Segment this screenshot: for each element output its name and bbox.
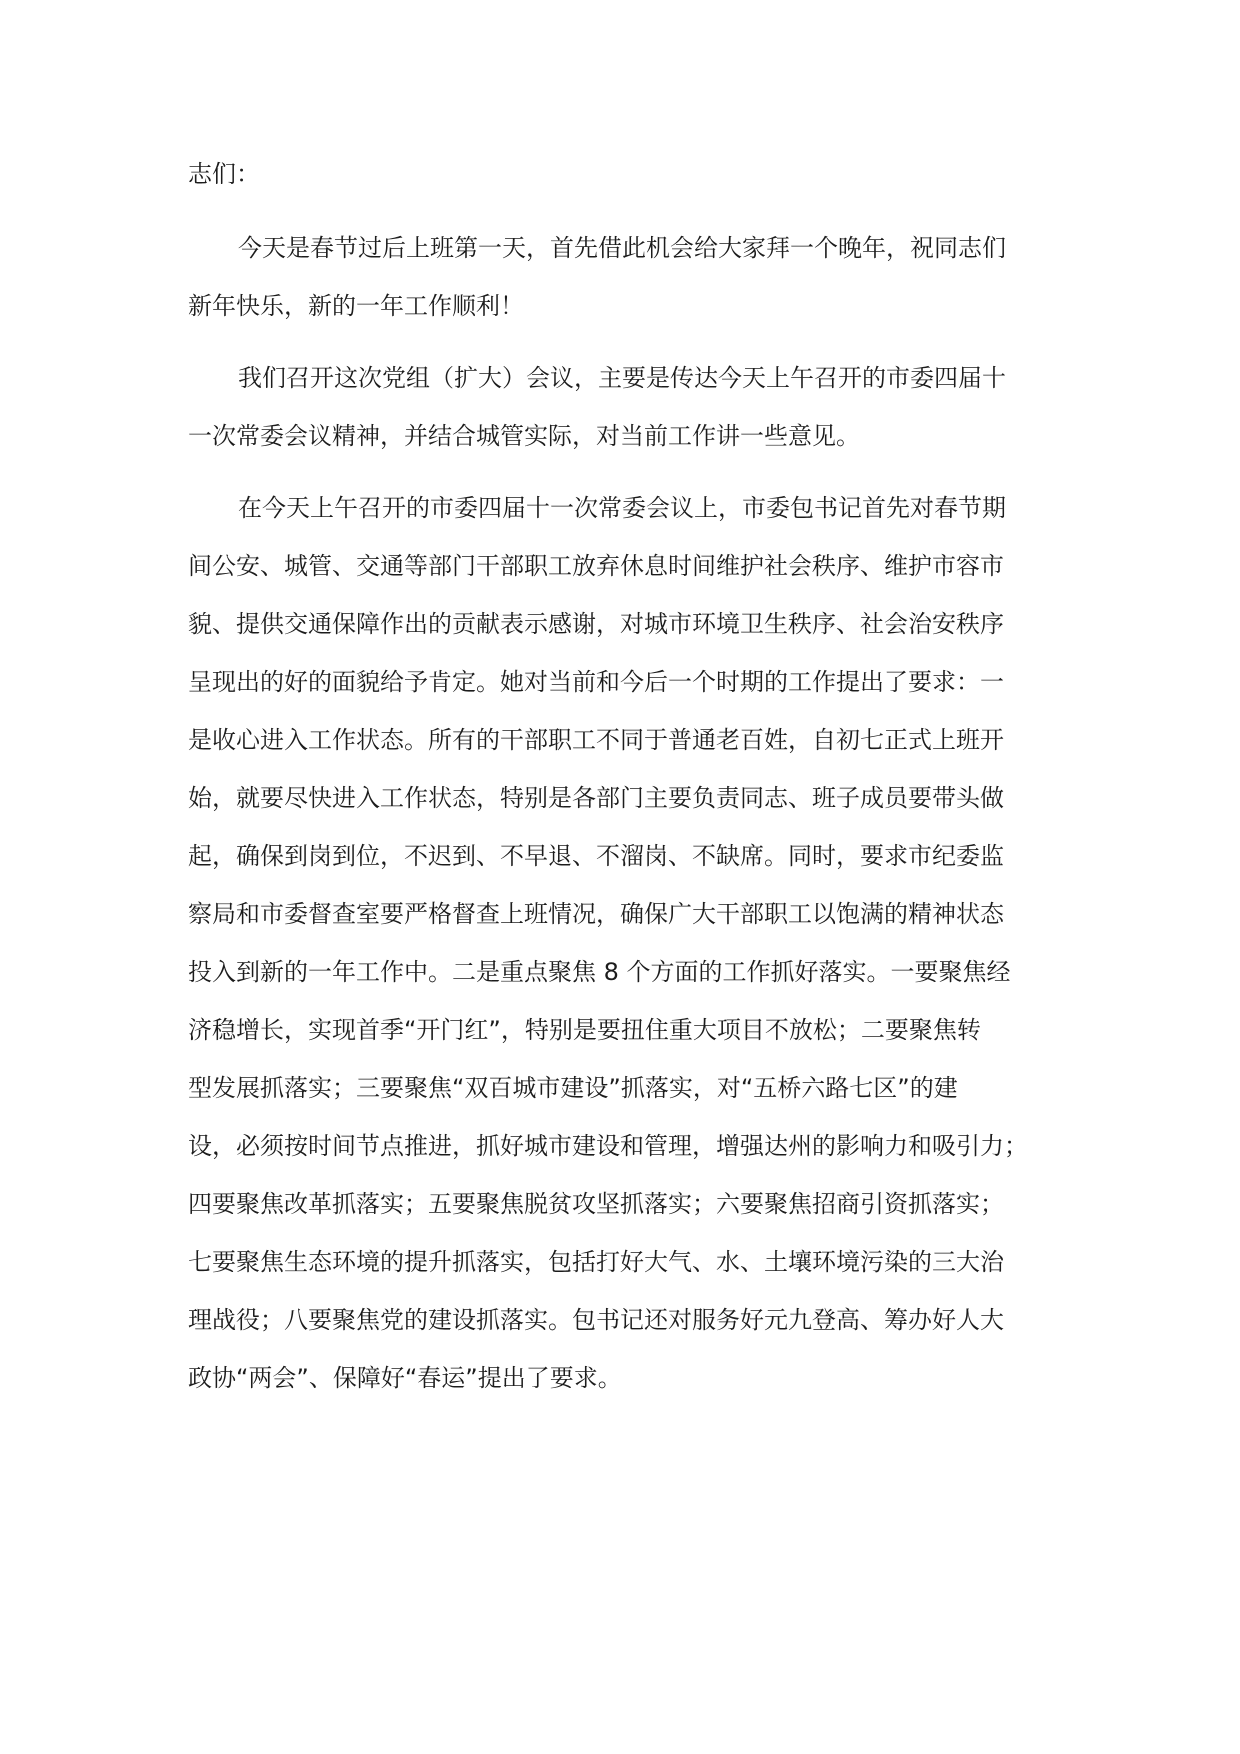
paragraph-3-line-11: 型发展抓落实；三要聚焦“双百城市建设”抓落实，对“五桥六路七区”的建 bbox=[188, 1074, 958, 1102]
paragraph-3-line-7: 起，确保到岗到位，不迟到、不早退、不溜岗、不缺席。同时，要求市纪委监 bbox=[188, 842, 1004, 870]
paragraph-3-line-9: 投入到新的一年工作中。二是重点聚焦 8 个方面的工作抓好落实。一要聚焦经 bbox=[188, 958, 1011, 986]
paragraph-1-line-2: 新年快乐，新的一年工作顺利！ bbox=[188, 292, 524, 320]
paragraph-2-line-2: 一次常委会议精神，并结合城管实际，对当前工作讲一些意见。 bbox=[188, 422, 860, 450]
paragraph-3-line-12: 设，必须按时间节点推进，抓好城市建设和管理，增强达州的影响力和吸引力； bbox=[188, 1132, 1028, 1160]
salutation: 志们： bbox=[188, 160, 260, 188]
paragraph-3-line-14: 七要聚焦生态环境的提升抓落实，包括打好大气、水、土壤环境污染的三大治 bbox=[188, 1248, 1004, 1276]
paragraph-3-line-13: 四要聚焦改革抓落实；五要聚焦脱贫攻坚抓落实；六要聚焦招商引资抓落实； bbox=[188, 1190, 1004, 1218]
paragraph-3-line-6: 始，就要尽快进入工作状态，特别是各部门主要负责同志、班子成员要带头做 bbox=[188, 784, 1004, 812]
paragraph-1-line-1: 今天是春节过后上班第一天，首先借此机会给大家拜一个晚年，祝同志们 bbox=[238, 234, 1006, 262]
paragraph-2-line-1: 我们召开这次党组（扩大）会议，主要是传达今天上午召开的市委四届十 bbox=[238, 364, 1006, 392]
paragraph-3-line-4: 呈现出的好的面貌给予肯定。她对当前和今后一个时期的工作提出了要求：一 bbox=[188, 668, 1004, 696]
paragraph-3-line-10: 济稳增长，实现首季“开门红”，特别是要扭住重大项目不放松；二要聚焦转 bbox=[188, 1016, 981, 1044]
paragraph-3-line-2: 间公安、城管、交通等部门干部职工放弃休息时间维护社会秩序、维护市容市 bbox=[188, 552, 1004, 580]
paragraph-3-line-3: 貌、提供交通保障作出的贡献表示感谢，对城市环境卫生秩序、社会治安秩序 bbox=[188, 610, 1004, 638]
paragraph-3-line-15: 理战役；八要聚焦党的建设抓落实。包书记还对服务好元九登高、筹办好人大 bbox=[188, 1306, 1004, 1334]
paragraph-3-line-5: 是收心进入工作状态。所有的干部职工不同于普通老百姓，自初七正式上班开 bbox=[188, 726, 1004, 754]
paragraph-3-line-1: 在今天上午召开的市委四届十一次常委会议上，市委包书记首先对春节期 bbox=[238, 494, 1006, 522]
paragraph-3-line-8: 察局和市委督查室要严格督查上班情况，确保广大干部职工以饱满的精神状态 bbox=[188, 900, 1004, 928]
paragraph-3-line-16: 政协“两会”、保障好“春运”提出了要求。 bbox=[188, 1364, 622, 1392]
